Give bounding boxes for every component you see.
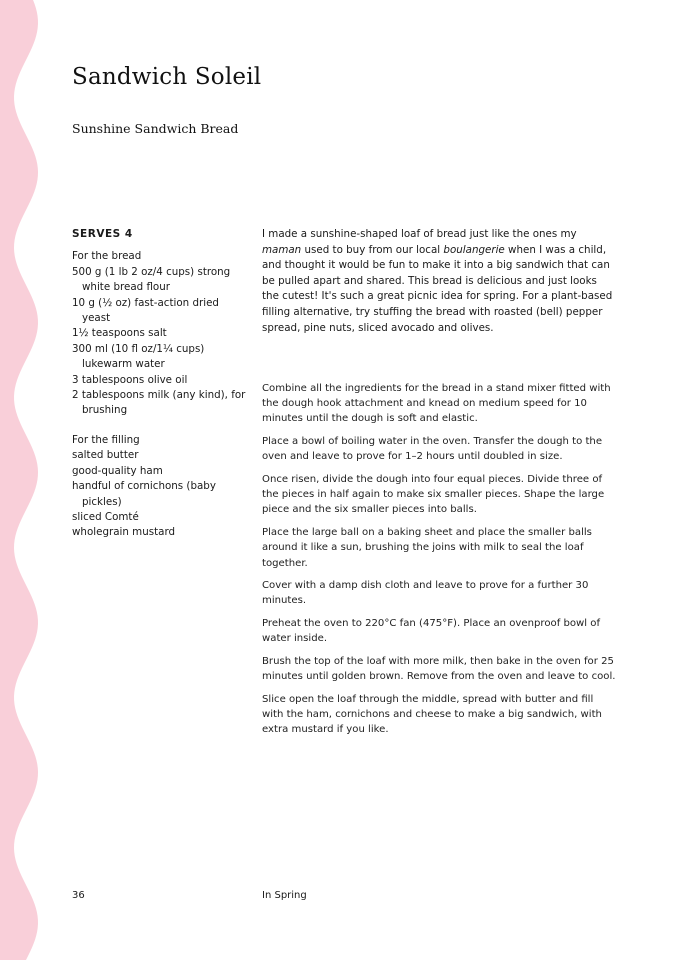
filling-ingredient-list [72,448,250,540]
intro-emphasis-maman: maman [262,243,302,256]
method-step: Slice open the loaf through the middle, spread with butter and fill with the ham, cornichons and cheese to make a big sandwich, with extra mustard if you like. [262,693,602,736]
filling-heading: For the filling [72,433,140,446]
recipe-subtitle: Sunshine Sandwich Bread [72,121,239,136]
ingredient-item: wholegrain mustard [72,526,176,539]
intro-text: when I was a child, and thought it would be fun to make it into a big sandwich that can be pulled apart and shared. This bread is delicious and just looks the cutest! It's such a great picnic idea for spring. For a plant-based filling alternative, try stuffing the bread with roasted (bell) pepper spread, pine nuts, sliced avocado and olives. [262,243,613,334]
intro-text: I made a sunshine-shaped loaf of bread just like the ones my [262,228,577,240]
ingredient-item: 10 g (½ oz) fast-action dried yeast [72,296,219,325]
method-step: Cover with a damp dish cloth and leave to prove for a further 30 minutes. [262,580,589,607]
bread-ingredients [72,249,250,418]
ingredient-item: 2 tablespoons milk (any kind), for brushing [72,389,246,417]
method-steps [262,381,617,745]
method-step: Combine all the ingredients for the bread in a stand mixer fitted with the dough hook attachment and knead on medium speed for 10 minutes until the dough is soft and elastic. [262,383,611,425]
ingredient-item: good-quality ham [72,464,163,477]
intro-text: used to buy from our local [301,243,444,256]
ingredient-item: 1½ teaspoons salt [72,327,167,340]
ingredient-item: handful of cornichons (baby pickles) [72,480,216,508]
bread-ingredient-list [72,265,250,419]
recipe-title: Sandwich Soleil [72,64,262,90]
method-step: Place the large ball on a baking sheet and place the smaller balls around it like a sun, brushing the joins with milk to seal the loaf together. [262,527,592,569]
method-step: Preheat the oven to 220°C fan (475°F). Place an ovenproof bowl of water inside. [262,618,601,645]
method-step: Place a bowl of boiling water in the oven. Transfer the dough to the oven and leave to prove for 1–2 hours until doubled in size. [262,436,603,463]
method-step: Once risen, divide the dough into four equal pieces. Divide three of the pieces in half again to make six smaller pieces. Shape the large piece and the six smaller pieces into balls. [262,474,605,516]
bread-heading: For the bread [72,250,142,263]
ingredient-item: 3 tablespoons olive oil [72,373,188,386]
page-number: 36 [72,890,85,901]
intro-emphasis-boulangerie: boulangerie [443,243,505,256]
intro-paragraph [262,227,617,336]
ingredient-item: sliced Comté [72,510,139,523]
decorative-pink-wave-border [0,0,60,960]
chapter-name: In Spring [262,890,307,901]
ingredient-item: 300 ml (10 fl oz/1¼ cups) lukewarm water [72,342,205,371]
ingredient-item: 500 g (1 lb 2 oz/4 cups) strong white bread flour [72,265,231,294]
ingredient-item: salted butter [72,449,139,462]
method-step: Brush the top of the loaf with more milk, then bake in the oven for 25 minutes until golden brown. Remove from the oven and leave to cool. [262,656,616,683]
filling-ingredients [72,433,250,541]
serves-label: SERVES 4 [72,228,133,240]
ingredients-column [72,227,250,541]
